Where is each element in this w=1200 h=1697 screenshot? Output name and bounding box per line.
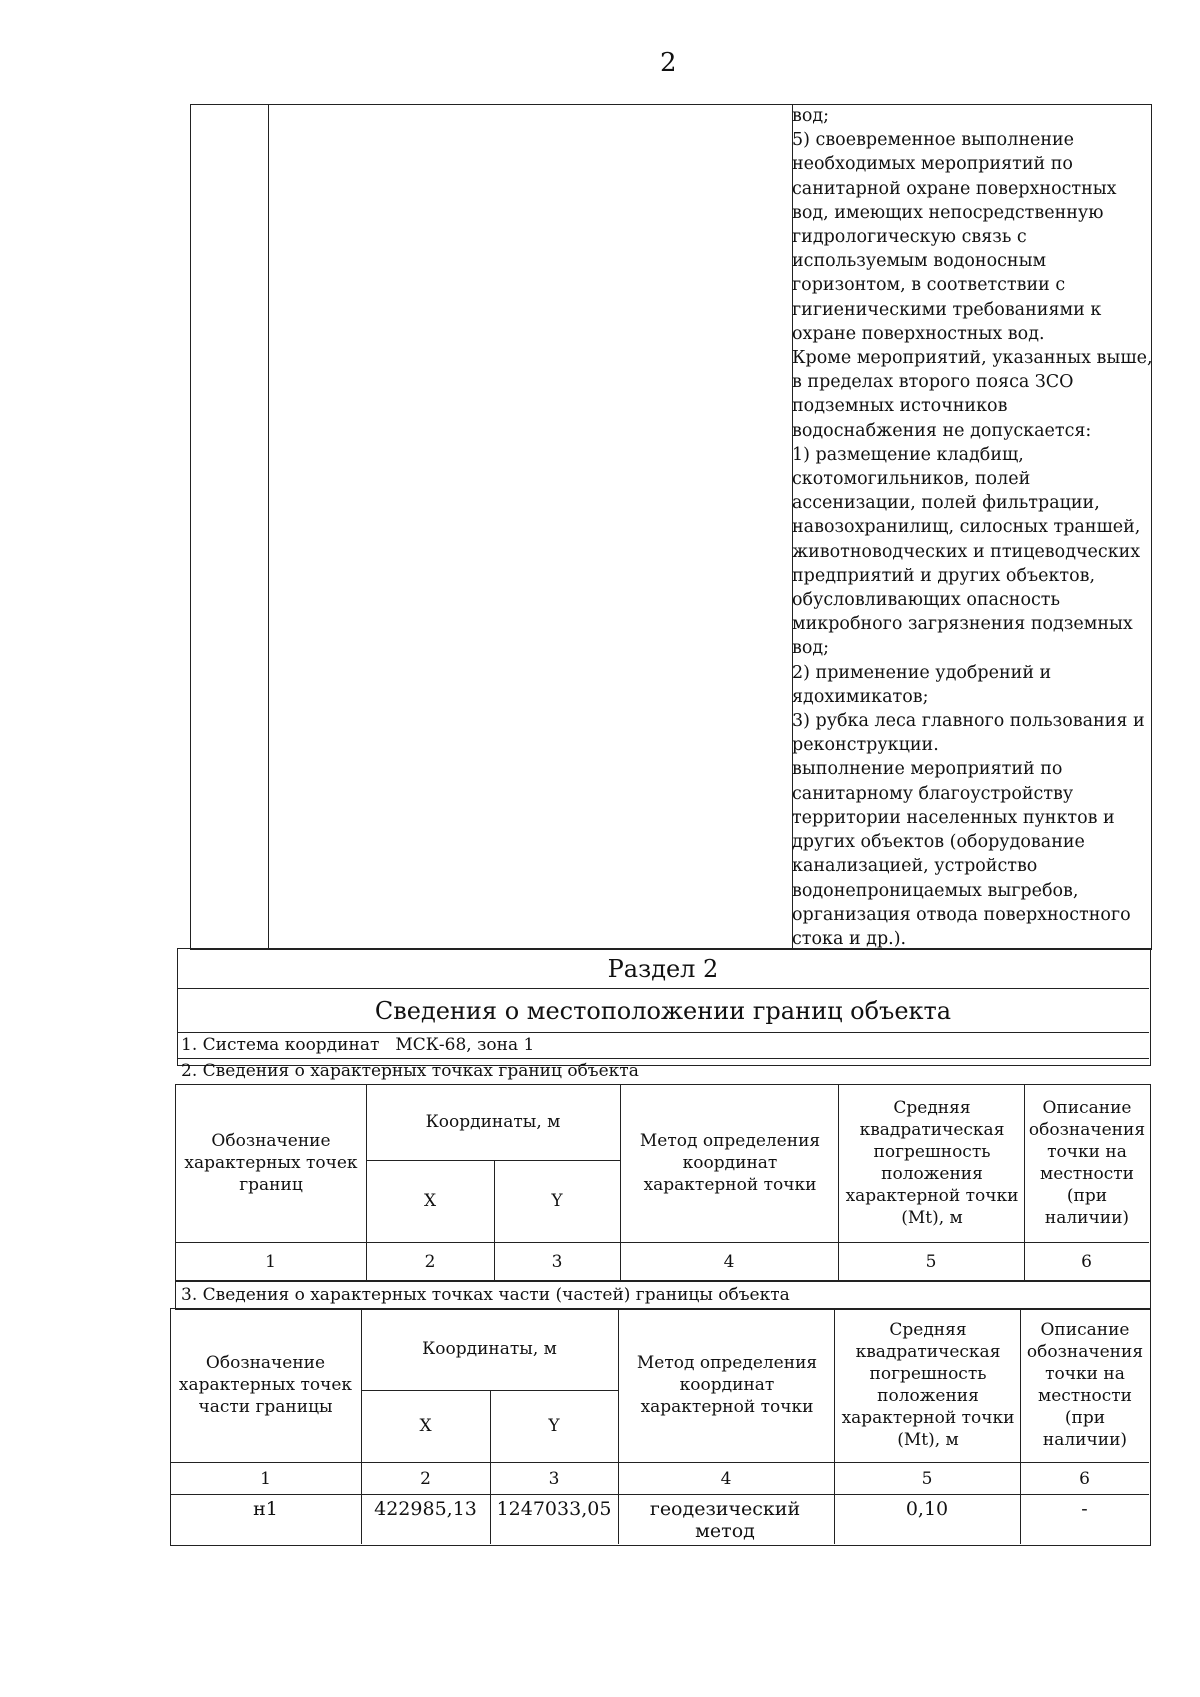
section-title: Раздел 2 (607, 955, 719, 983)
t2-row1-desc: - (1081, 1498, 1088, 1520)
t2-method-header: Метод определения координат характерной точки (636, 1353, 818, 1417)
t1-num-6: 6 (1081, 1252, 1092, 1272)
text-line: 3) рубка леса главного пользования и (792, 711, 1145, 732)
t2-error-header: Средняя квадратическая погрешность положения характерной точки (Mt), м (841, 1320, 1015, 1450)
text-line: 1) размещение кладбищ, (792, 444, 1024, 465)
t2-desc-header: Описание обозначения точки на местности (при наличии) (1026, 1320, 1144, 1450)
t2-col1-header: Обозначение характерных точек части границы (178, 1353, 353, 1417)
t1-num-3: 3 (551, 1252, 563, 1272)
coord-system-label: 1. Система координат (181, 1035, 380, 1055)
text-line: микробного загрязнения подземных (792, 614, 1133, 635)
t2-num-1: 1 (260, 1469, 271, 1489)
text-line: подземных источников (792, 396, 1008, 417)
t1-num-5: 5 (925, 1252, 937, 1272)
text-line: вод; (792, 106, 830, 126)
text-line: горизонтом, в соответствии с (792, 275, 1066, 296)
text-line: Кроме мероприятий, указанных выше, (792, 348, 1153, 369)
t1-method-header: Метод определения координат характерной точки (639, 1131, 821, 1195)
text-line: территории населенных пунктов и (792, 807, 1115, 828)
text-line: ядохимикатов; (792, 686, 929, 707)
text-line: вод; (792, 638, 830, 659)
t2-num-5: 5 (921, 1469, 933, 1489)
text-line: ассенизации, полей фильтрации, (792, 493, 1100, 514)
text-line: санитарной охране поверхностных (792, 178, 1117, 199)
t2-num-2: 2 (420, 1469, 431, 1489)
t2-v3 (618, 1308, 619, 1544)
t1-h-coords (366, 1160, 620, 1161)
t1-num-1: 1 (265, 1252, 276, 1272)
t1-coords-header: Координаты, м (425, 1112, 561, 1132)
t1-num-4: 4 (723, 1252, 735, 1272)
section-subtitle: Сведения о местоположении границ объекта (374, 997, 952, 1025)
upper-col-divider-1 (268, 104, 269, 948)
section-rule-1 (177, 988, 1149, 989)
text-line: животноводческих и птицеводческих (792, 541, 1141, 562)
text-line: других объектов (оборудование (792, 832, 1085, 853)
text-line: предприятий и других объектов, (792, 565, 1096, 586)
t1-desc-header: Описание обозначения точки на местности (при наличии) (1028, 1098, 1146, 1228)
t2-h-row1 (170, 1494, 1149, 1495)
text-line: 2) применение удобрений и (792, 662, 1052, 683)
t1-col1-header: Обозначение характерных точек границ (184, 1131, 358, 1195)
text-line: организация отвода поверхностного (792, 904, 1131, 925)
table-row: н1 (253, 1498, 278, 1520)
text-line: используемым водоносным (792, 251, 1047, 272)
t2-num-6: 6 (1079, 1469, 1090, 1489)
page-number: 2 (660, 48, 677, 78)
parts-heading: 3. Сведения о характерных точках части (частей) границы объекта (181, 1285, 790, 1305)
text-line: необходимых мероприятий по (792, 154, 1073, 175)
text-line: охране поверхностных вод. (792, 323, 1045, 344)
t2-row1-method: геодезический метод (649, 1498, 801, 1542)
coord-system-value: МСК-68, зона 1 (395, 1035, 535, 1055)
t2-coords-header: Координаты, м (422, 1339, 557, 1359)
text-line: водонепроницаемых выгребов, (792, 880, 1079, 901)
t2-x-header: X (419, 1416, 432, 1436)
t2-row1-x: 422985,13 (374, 1498, 477, 1520)
t2-h-numbers (170, 1462, 1149, 1463)
text-line: вод, имеющих непосредственную (792, 202, 1104, 223)
text-line: гигиеническими требованиями к (792, 299, 1102, 320)
points-heading: 2. Сведения о характерных точках границ объекта (181, 1061, 639, 1081)
text-line: скотомогильников, полей (792, 469, 1031, 490)
t2-h-coords (361, 1390, 618, 1391)
t1-num-2: 2 (424, 1252, 436, 1272)
text-line: 5) своевременное выполнение (792, 130, 1075, 151)
text-line: реконструкции. (792, 735, 939, 756)
coord-system-row (177, 1033, 1149, 1057)
t1-x-header: X (423, 1191, 437, 1211)
t1-error-header: Средняя квадратическая погрешность положения характерной точки (Mt), м (845, 1098, 1019, 1228)
t2-row1-error: 0,10 (905, 1498, 949, 1520)
text-line: обусловливающих опасность (792, 590, 1060, 611)
text-line: выполнение мероприятий по (792, 759, 1063, 780)
text-line: водоснабжения не допускается: (792, 420, 1092, 441)
t1-y-header: Y (551, 1191, 563, 1211)
t1-h-numbers (175, 1242, 1149, 1243)
text-line: в пределах второго пояса ЗСО (792, 372, 1074, 393)
t2-num-4: 4 (720, 1469, 732, 1489)
text-line: стока и др.). (792, 928, 907, 949)
text-line: канализацией, устройство (792, 856, 1038, 877)
text-line: санитарному благоустройству (792, 783, 1074, 804)
t2-y-header: Y (548, 1416, 560, 1436)
text-line: гидрологическую связь с (792, 227, 1027, 248)
t2-num-3: 3 (548, 1469, 560, 1489)
text-line: навозохранилищ, силосных траншей, (792, 517, 1141, 538)
upper-text-block (792, 104, 1153, 951)
t2-row1-y: 1247033,05 (496, 1498, 612, 1520)
